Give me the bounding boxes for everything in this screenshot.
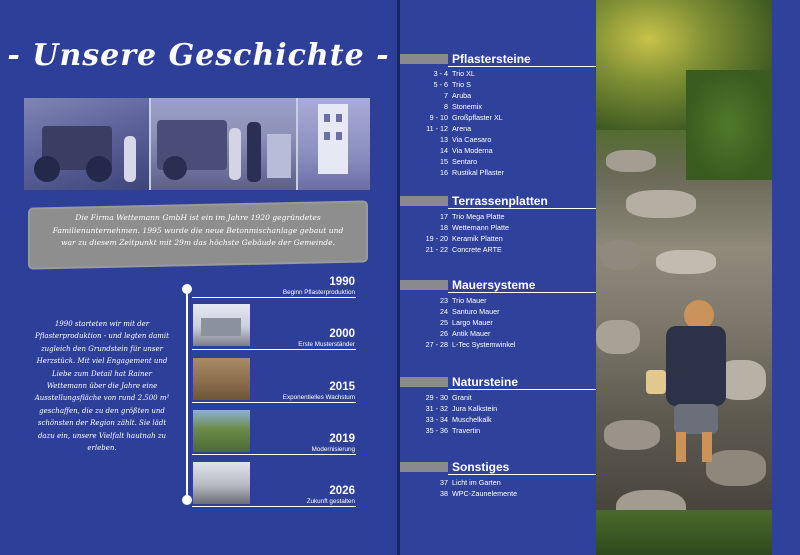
toc-entry[interactable] xyxy=(400,212,600,223)
toc-name: Keramik Platten xyxy=(452,234,503,243)
toc-name: Trio Mega Platte xyxy=(452,212,505,221)
toc-page: 21 - 22 xyxy=(425,245,448,254)
timeline-year: 2026 xyxy=(329,485,355,497)
company-intro-text: Die Firma Wettemann GmbH ist ein im Jahre 1920 gegründetes Familienunternehmen. 1995 wurde die neue Betonmischanlage gebaut und war zu diesem Zeitpunkt mit 29m das höchste Gebäude der Gemeinde. xyxy=(52,213,344,247)
toc-name: Granit xyxy=(452,393,472,402)
timeline-desc: Zukunft gestalten xyxy=(306,498,355,505)
toc-page: 24 xyxy=(440,307,448,316)
toc-page: 15 xyxy=(440,157,448,166)
page-title: - Unsere Geschichte - xyxy=(7,38,390,73)
toc-entry[interactable] xyxy=(400,146,600,157)
timeline-image-2015 xyxy=(193,410,250,452)
toc-name: L-Tec Systemwinkel xyxy=(452,340,516,349)
toc-name: Via Moderna xyxy=(452,146,493,155)
toc-name: Antik Mauer xyxy=(452,329,491,338)
garden-stream-photo xyxy=(596,0,772,555)
toc-name: Travertin xyxy=(452,426,481,435)
section-bar xyxy=(400,196,448,206)
toc-entry[interactable] xyxy=(400,296,600,307)
toc-page: 37 xyxy=(440,478,448,487)
toc-page: 33 - 34 xyxy=(425,415,448,424)
toc-name: Trio S xyxy=(452,80,471,89)
history-page xyxy=(0,0,397,555)
toc-entry[interactable] xyxy=(400,478,600,489)
toc-name: Trio Mauer xyxy=(452,296,487,305)
toc-name: Stonemix xyxy=(452,102,482,111)
timeline-year: 2000 xyxy=(329,328,355,340)
timeline-year: 2015 xyxy=(329,381,355,393)
concrete-plant-photo xyxy=(296,98,370,190)
toc-page: 29 - 30 xyxy=(425,393,448,402)
timeline-desc: Exponentielles Wachstum xyxy=(282,394,355,401)
toc-page: 7 xyxy=(444,91,448,100)
section-title: Natursteine xyxy=(452,375,519,389)
toc-name: Großpflaster XL xyxy=(452,113,503,122)
toc-page: 19 - 20 xyxy=(425,234,448,243)
timeline-rule xyxy=(192,402,356,403)
history-story-text: 1990 starteten wir mit der Pflasterproduktion - und legten damit zugleich den Grundstein für unser Herzstück. Mit viel Engagement und Liebe zum Detail hat Rainer Wettemann über die Jahre eine Ausstellungsfläche von rund 2.500 m² geschaffen, die zu den größten und schönsten der Region zählt. Sie lädt dazu ein, unsere Vielfalt hautnah zu erleben. xyxy=(34,320,170,453)
section-title: Sonstiges xyxy=(452,460,510,474)
toc-entry[interactable] xyxy=(400,69,600,80)
section-rule xyxy=(448,292,596,293)
toc-page: 9 - 10 xyxy=(429,113,448,122)
toc-entry[interactable] xyxy=(400,415,600,426)
toc-entry[interactable] xyxy=(400,340,600,351)
toc-name: Rustikal Pflaster xyxy=(452,168,504,177)
timeline-year: 2019 xyxy=(329,433,355,445)
toc-entry[interactable] xyxy=(400,113,600,124)
toc-page: 8 xyxy=(444,102,448,111)
toc-entry[interactable] xyxy=(400,135,600,146)
timeline-year: 1990 xyxy=(329,276,355,288)
contents-page xyxy=(400,0,800,555)
toc-entry[interactable] xyxy=(400,245,600,256)
section-title: Terrassenplatten xyxy=(452,194,548,208)
toc-page: 17 xyxy=(440,212,448,221)
toc-page: 11 - 12 xyxy=(426,124,448,133)
toc-name: Wettemann Platte xyxy=(452,223,509,232)
timeline-line xyxy=(186,288,188,500)
toc-page: 25 xyxy=(440,318,448,327)
toc-entry[interactable] xyxy=(400,404,600,415)
historic-truck-photo xyxy=(24,98,149,190)
toc-entry[interactable] xyxy=(400,307,600,318)
timeline-rule xyxy=(192,349,356,350)
toc-page: 5 - 6 xyxy=(433,80,448,89)
toc-entry[interactable] xyxy=(400,157,600,168)
toc-name: Aruba xyxy=(452,91,472,100)
section-rule xyxy=(448,474,596,475)
toc-entry[interactable] xyxy=(400,318,600,329)
timeline-desc: Modernisierung xyxy=(311,446,355,453)
toc-page: 38 xyxy=(440,489,448,498)
toc-entry[interactable] xyxy=(400,223,600,234)
page-edge-bar xyxy=(772,0,800,555)
toc-page: 26 xyxy=(440,329,448,338)
section-bar xyxy=(400,280,448,290)
toc-page: 18 xyxy=(440,223,448,232)
section-bar xyxy=(400,54,448,64)
section-rule xyxy=(448,208,596,209)
toc-entry[interactable] xyxy=(400,102,600,113)
toc-name: Muschelkalk xyxy=(452,415,492,424)
section-title: Pflastersteine xyxy=(452,52,531,66)
section-bar xyxy=(400,462,448,472)
toc-name: Jura Kalkstein xyxy=(452,404,498,413)
section-rule xyxy=(448,66,596,67)
toc-page: 16 xyxy=(440,168,448,177)
timeline-dot xyxy=(182,284,192,294)
toc-name: Arena xyxy=(452,124,472,133)
timeline-desc: Beginn Pflasterproduktion xyxy=(282,289,355,296)
toc-entry[interactable] xyxy=(400,91,600,102)
section-title: Mauersysteme xyxy=(452,278,536,292)
toc-name: Via Caesaro xyxy=(452,135,492,144)
toc-name: Concrete ARTE xyxy=(452,245,502,254)
toc-page: 23 xyxy=(440,296,448,305)
timeline-rule xyxy=(192,454,356,455)
toc-entry[interactable] xyxy=(400,329,600,340)
toc-entry[interactable] xyxy=(400,393,600,404)
toc-entry[interactable] xyxy=(400,426,600,437)
toc-name: Santuro Mauer xyxy=(452,307,500,316)
section-rule xyxy=(448,389,596,390)
toc-entry[interactable] xyxy=(400,489,600,500)
toc-page: 3 - 4 xyxy=(433,69,448,78)
toc-name: WPC-Zaunelemente xyxy=(452,489,518,498)
toc-page: 14 xyxy=(440,146,448,155)
toc-page: 31 - 32 xyxy=(425,404,448,413)
toc-entry[interactable] xyxy=(400,168,600,179)
toc-page: 13 xyxy=(440,135,448,144)
toc-name: Largo Mauer xyxy=(452,318,493,327)
timeline-dot xyxy=(182,495,192,505)
toc-name: Licht im Garten xyxy=(452,478,501,487)
toc-page: 35 - 36 xyxy=(425,426,448,435)
historic-photo-strip xyxy=(24,98,370,190)
toc-page: 27 - 28 xyxy=(425,340,448,349)
timeline-rule xyxy=(192,506,356,507)
timeline-rule xyxy=(192,297,356,298)
timeline-desc: Erste Musterständer xyxy=(298,341,355,348)
toc-name: Trio XL xyxy=(452,69,475,78)
timeline-image-1990 xyxy=(193,304,250,346)
toc-name: Sentaro xyxy=(452,157,478,166)
toc-entry[interactable] xyxy=(400,80,600,91)
timeline-image-2000 xyxy=(193,358,250,400)
section-bar xyxy=(400,377,448,387)
timeline-image-2019 xyxy=(193,462,250,504)
toc-entry[interactable] xyxy=(400,234,600,245)
historic-workers-photo xyxy=(149,98,296,190)
toc-entry[interactable] xyxy=(400,124,600,135)
